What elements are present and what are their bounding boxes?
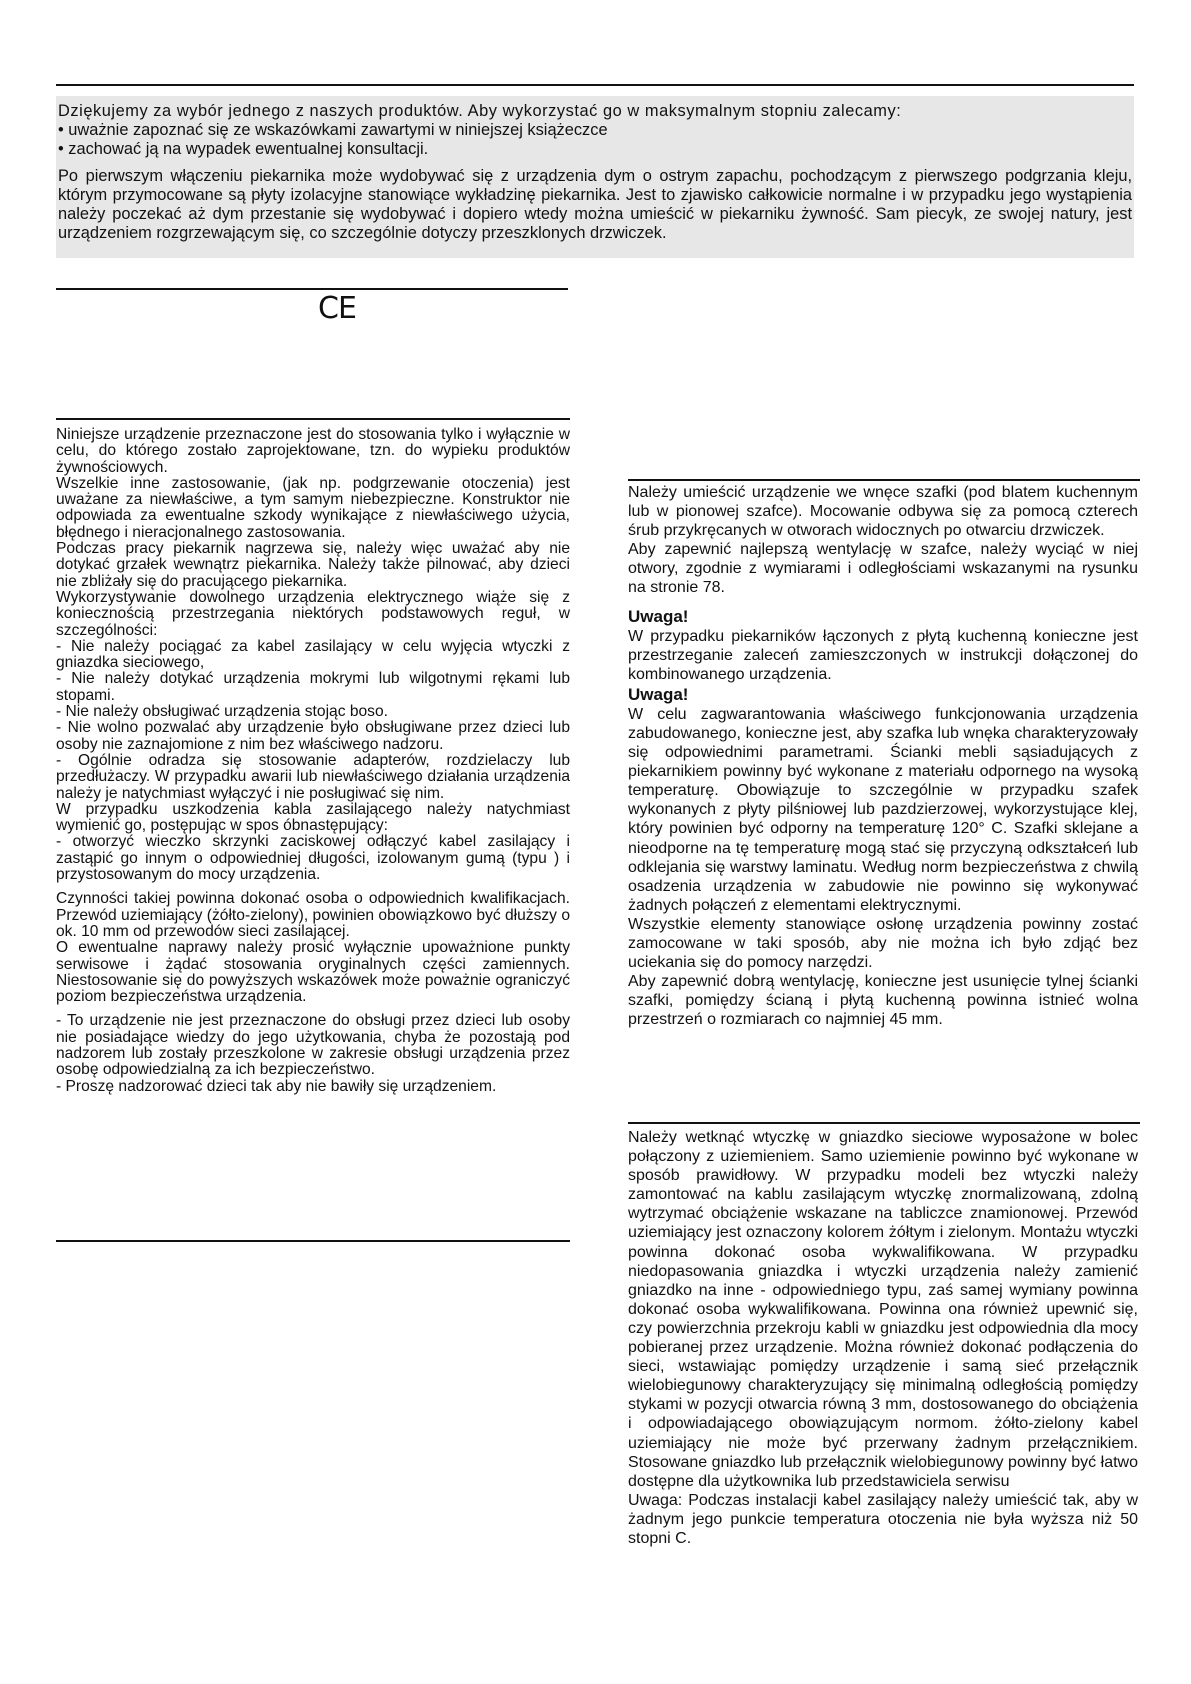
intro-bullet-1: • uważnie zapoznać się ze wskazówkami zawartymi w niniejszej książeczce <box>58 121 608 139</box>
install-p3: W przypadku piekarników łączonych z płytą kuchenną konieczne jest przestrzeganie zaleceń zamieszczonych w instrukcji dołączonej do kombinowanego urządzenia. <box>628 627 1138 683</box>
install-section <box>628 483 1138 1029</box>
electric-p2: Uwaga: Podczas instalacji kabel zasilający należy umieścić tak, aby w żadnym jego punkcie temperatura otoczenia nie była wyższa niż 50 stopni C. <box>628 1491 1138 1547</box>
safety-p6: - Nie należy dotykać urządzenia mokrymi lub wilgotnymi rękami lub stopami. <box>56 670 570 704</box>
safety-p9: - Ogólnie odradza się stosowanie adapterów, rozdzielaczy lub przedłużaczy. W przypadku awarii lub niewłaściwego działania urządzenia należy je natychmiast wyłączyć i nie posługiwać się nim. <box>56 751 570 802</box>
ce-mark: CE <box>318 291 356 326</box>
intro-box <box>56 96 1134 258</box>
left-bottom-rule <box>56 1240 570 1242</box>
electric-rule <box>628 1122 1140 1124</box>
intro-line: Dziękujemy za wybór jednego z naszych produktów. Aby wykorzystać go w maksymalnym stopniu zalecamy: <box>58 102 902 120</box>
warning-heading-1: Uwaga! <box>628 606 689 626</box>
install-p6: Aby zapewnić dobrą wentylację, konieczne jest usunięcie tylnej ścianki szafki, pomiędzy ścianą i płytą kuchenną powinna istnieć wolna przestrzeń o rozmiarach co najmniej 45 mm. <box>628 973 1138 1029</box>
install-p4: W celu zagwarantowania właściwego funkcjonowania urządzenia zabudowanego, konieczne jest, aby szafka lub wnęka charakteryzowały się odpowiednimi parametrami. Ścianki mebli sąsiadujących z piekarnikiem powinny być wykonane z materiału odpornego na wysoką temperaturę. Obowiązuje to szczególnie w przypadku szafek wykonanych z płyty pilśniowej lub pazdzierzowej, wykorzystujące klej, który powinien być odporny na temperaturę 120° C. Szafki sklejane a nieodporne na tę temperaturę mogą stać się przyczyną odkształceń lub odklejania się warstwy laminatu. Według norm bezpieczeństwa z chwilą osadzenia urządzenia w zabudowie nie powinno się wykonywać żadnych połączeń z elementami elektrycznymi. <box>628 705 1138 914</box>
safety-p12: Czynności takiej powinna dokonać osoba o odpowiednich kwalifikacjach. Przewód uziemiający (żółto-zielony), powinien obowiązkowo być dłuższy o ok. 10 mm od przewodów sieci zasilającej. <box>56 890 570 940</box>
safety-p5: - Nie należy pociągać za kabel zasilający w celu wyjęcia wtyczki z gniazdka sieciowego, <box>56 637 570 672</box>
left-top-rule <box>56 418 570 420</box>
electric-p1: Należy wetknąć wtyczkę w gniazdko sieciowe wyposażone w bolec połączony z uziemieniem. Samo uziemienie powinno być wykonane w sposób prawidłowy. W przypadku modeli bez wtyczki należy zamontować na kablu zasilającym wtyczkę znormalizowaną, zdolną wytrzymać obciążenie wskazane na tabliczce znamionowej. Przewód uziemiający jest oznaczony kolorem żółtym i zielonym. Montażu wtyczki powinna dokonać osoba wykwalifikowana. W przypadku niedopasowania gniazdka i wtyczki urządzenia należy zamienić gniazdko na inne - odpowiedniego typu, zaś samej wymiany powinna dokonać osoba wykwalifikowana. Powinna ona również upewnić się, czy powierzchnia przekroju kabli w gniazdku jest odpowiednia dla mocy pobieranej przez urządzenie. Można również dokonać podłączenia do sieci, wstawiając pomiędzy urządzenie i samą sieć przełącznik wielobiegunowy charakteryzujący się minimalną odległością pomiędzy stykami w pozycji otwarcia równą 3 mm, dostosowanego do obciążenia i odpowiadającego obowiązującym normom. żółto-zielony kabel uziemiający nie może być przerwany żadnym przełącznikiem. Stosowane gniazdko lub przełącznik wielobiegunowy powinny być łatwo dostępne dla użytkownika lub przedstawiciela serwisu <box>628 1129 1138 1490</box>
safety-p10: W przypadku uszkodzenia kabla zasilającego należy natychmiast wymienić go, postępując w spos óbnastępujący: <box>56 800 570 835</box>
intro-bullet-2: • zachować ją na wypadek ewentualnej konsultacji. <box>58 140 429 158</box>
safety-p1: Niniejsze urządzenie przeznaczone jest do stosowania tylko i wyłącznie w celu, do którego zostało zaprojektowane, tzn. do wypieku produktów żywnościowych. <box>56 426 570 476</box>
ce-rule <box>56 288 568 290</box>
top-rule <box>56 84 1134 86</box>
install-p1: Należy umieścić urządzenie we wnęce szafki (pod blatem kuchennym lub w pionowej szafce). Mocowanie odbywa się za pomocą czterech śrub przykręcanych w otworach widocznych po otwarciu drzwiczek. <box>628 484 1138 540</box>
warning-heading-2: Uwaga! <box>628 684 689 704</box>
install-p2: Aby zapewnić najlepszą wentylację w szafce, należy wyciąć w niej otwory, zgodnie z wymiarami i odległościami wskazanymi na rysunku na stronie 78. <box>628 541 1138 597</box>
safety-p7: - Nie należy obsługiwać urządzenia stojąc boso. <box>56 703 388 721</box>
safety-p15: - Proszę nadzorować dzieci tak aby nie bawiły się urządzeniem. <box>56 1077 497 1095</box>
electric-section <box>628 1128 1138 1548</box>
safety-p2: Wszelkie inne zastosowanie, (jak np. podgrzewanie otoczenia) jest uważane za niewłaściwe, a tym samym niebezpieczne. Konstruktor nie odpowiada za ewentualne szkody wynikające z niewłaściwego użycia, błędnego i nieracjonalnego zastosowania. <box>56 474 570 541</box>
install-p5: Wszystkie elementy stanowiące osłonę urządzenia powinny zostać zamocowane w taki sposób, aby nie można ich było zdjąć bez uciekania się do pomocy narzędzi. <box>628 915 1138 972</box>
safety-p4: Wykorzystywanie dowolnego urządzenia elektrycznego wiąże się z koniecznością przestrzegania niektórych podstawowych reguł, w szczególności: <box>56 588 570 639</box>
safety-p14: - To urządzenie nie jest przeznaczone do obsługi przez dzieci lub osoby nie posiadające wiedzy do jego użytkowania, chyba że pozostają pod nadzorem lub zostały przeszkolone w zakresie obsługi urządzenia przez osobę odpowiedzialną za ich bezpieczeństwo. <box>56 1012 570 1079</box>
safety-p8: - Nie wolno pozwalać aby urządzenie było obsługiwane przez dzieci lub osoby nie zaznajomione z nim bez właściwego nadzoru. <box>56 719 570 753</box>
safety-p11: - otworzyć wieczko skrzynki zaciskowej odłączyć kabel zasilający i zastąpić go innym o odpowiedniej długości, izolowanym gumą (typu ) i przystosowanym do mocy urządzenia. <box>56 833 570 884</box>
safety-section <box>56 427 570 1095</box>
intro-paragraph: Po pierwszym włączeniu piekarnika może wydobywać się z urządzenia dym o ostrym zapachu, pochodzącym z pierwszego podgrzania kleju, którym przymocowane są płyty izolacyjne stanowiące wykładzinę piekarnika. Jest to zjawisko całkowicie normalne i w przypadku jego wystąpienia należy poczekać aż dym przestanie się wydobywać i dopiero wtedy można umieścić w piekarniku żywność. Sam piecyk, ze swojej natury, jest urządzeniem rozgrzewającym się, co szczególnie dotyczy przeszklonych drzwiczek. <box>58 167 1132 242</box>
safety-p3: Podczas pracy piekarnik nagrzewa się, należy więc uważać aby nie dotykać grzałek wewnątrz piekarnika. Należy także pilnować, aby dzieci nie zbliżały się do pracującego piekarnika. <box>56 540 570 590</box>
safety-p13: O ewentualne naprawy należy prosić wyłącznie upoważnione punkty serwisowe i żądać stosowania oryginalnych części zamiennych. Niestosowanie się do powyższych wskazówek może poważnie ograniczyć poziom bezpieczeństwa urządzenia. <box>56 939 570 1006</box>
install-rule <box>628 479 1140 481</box>
